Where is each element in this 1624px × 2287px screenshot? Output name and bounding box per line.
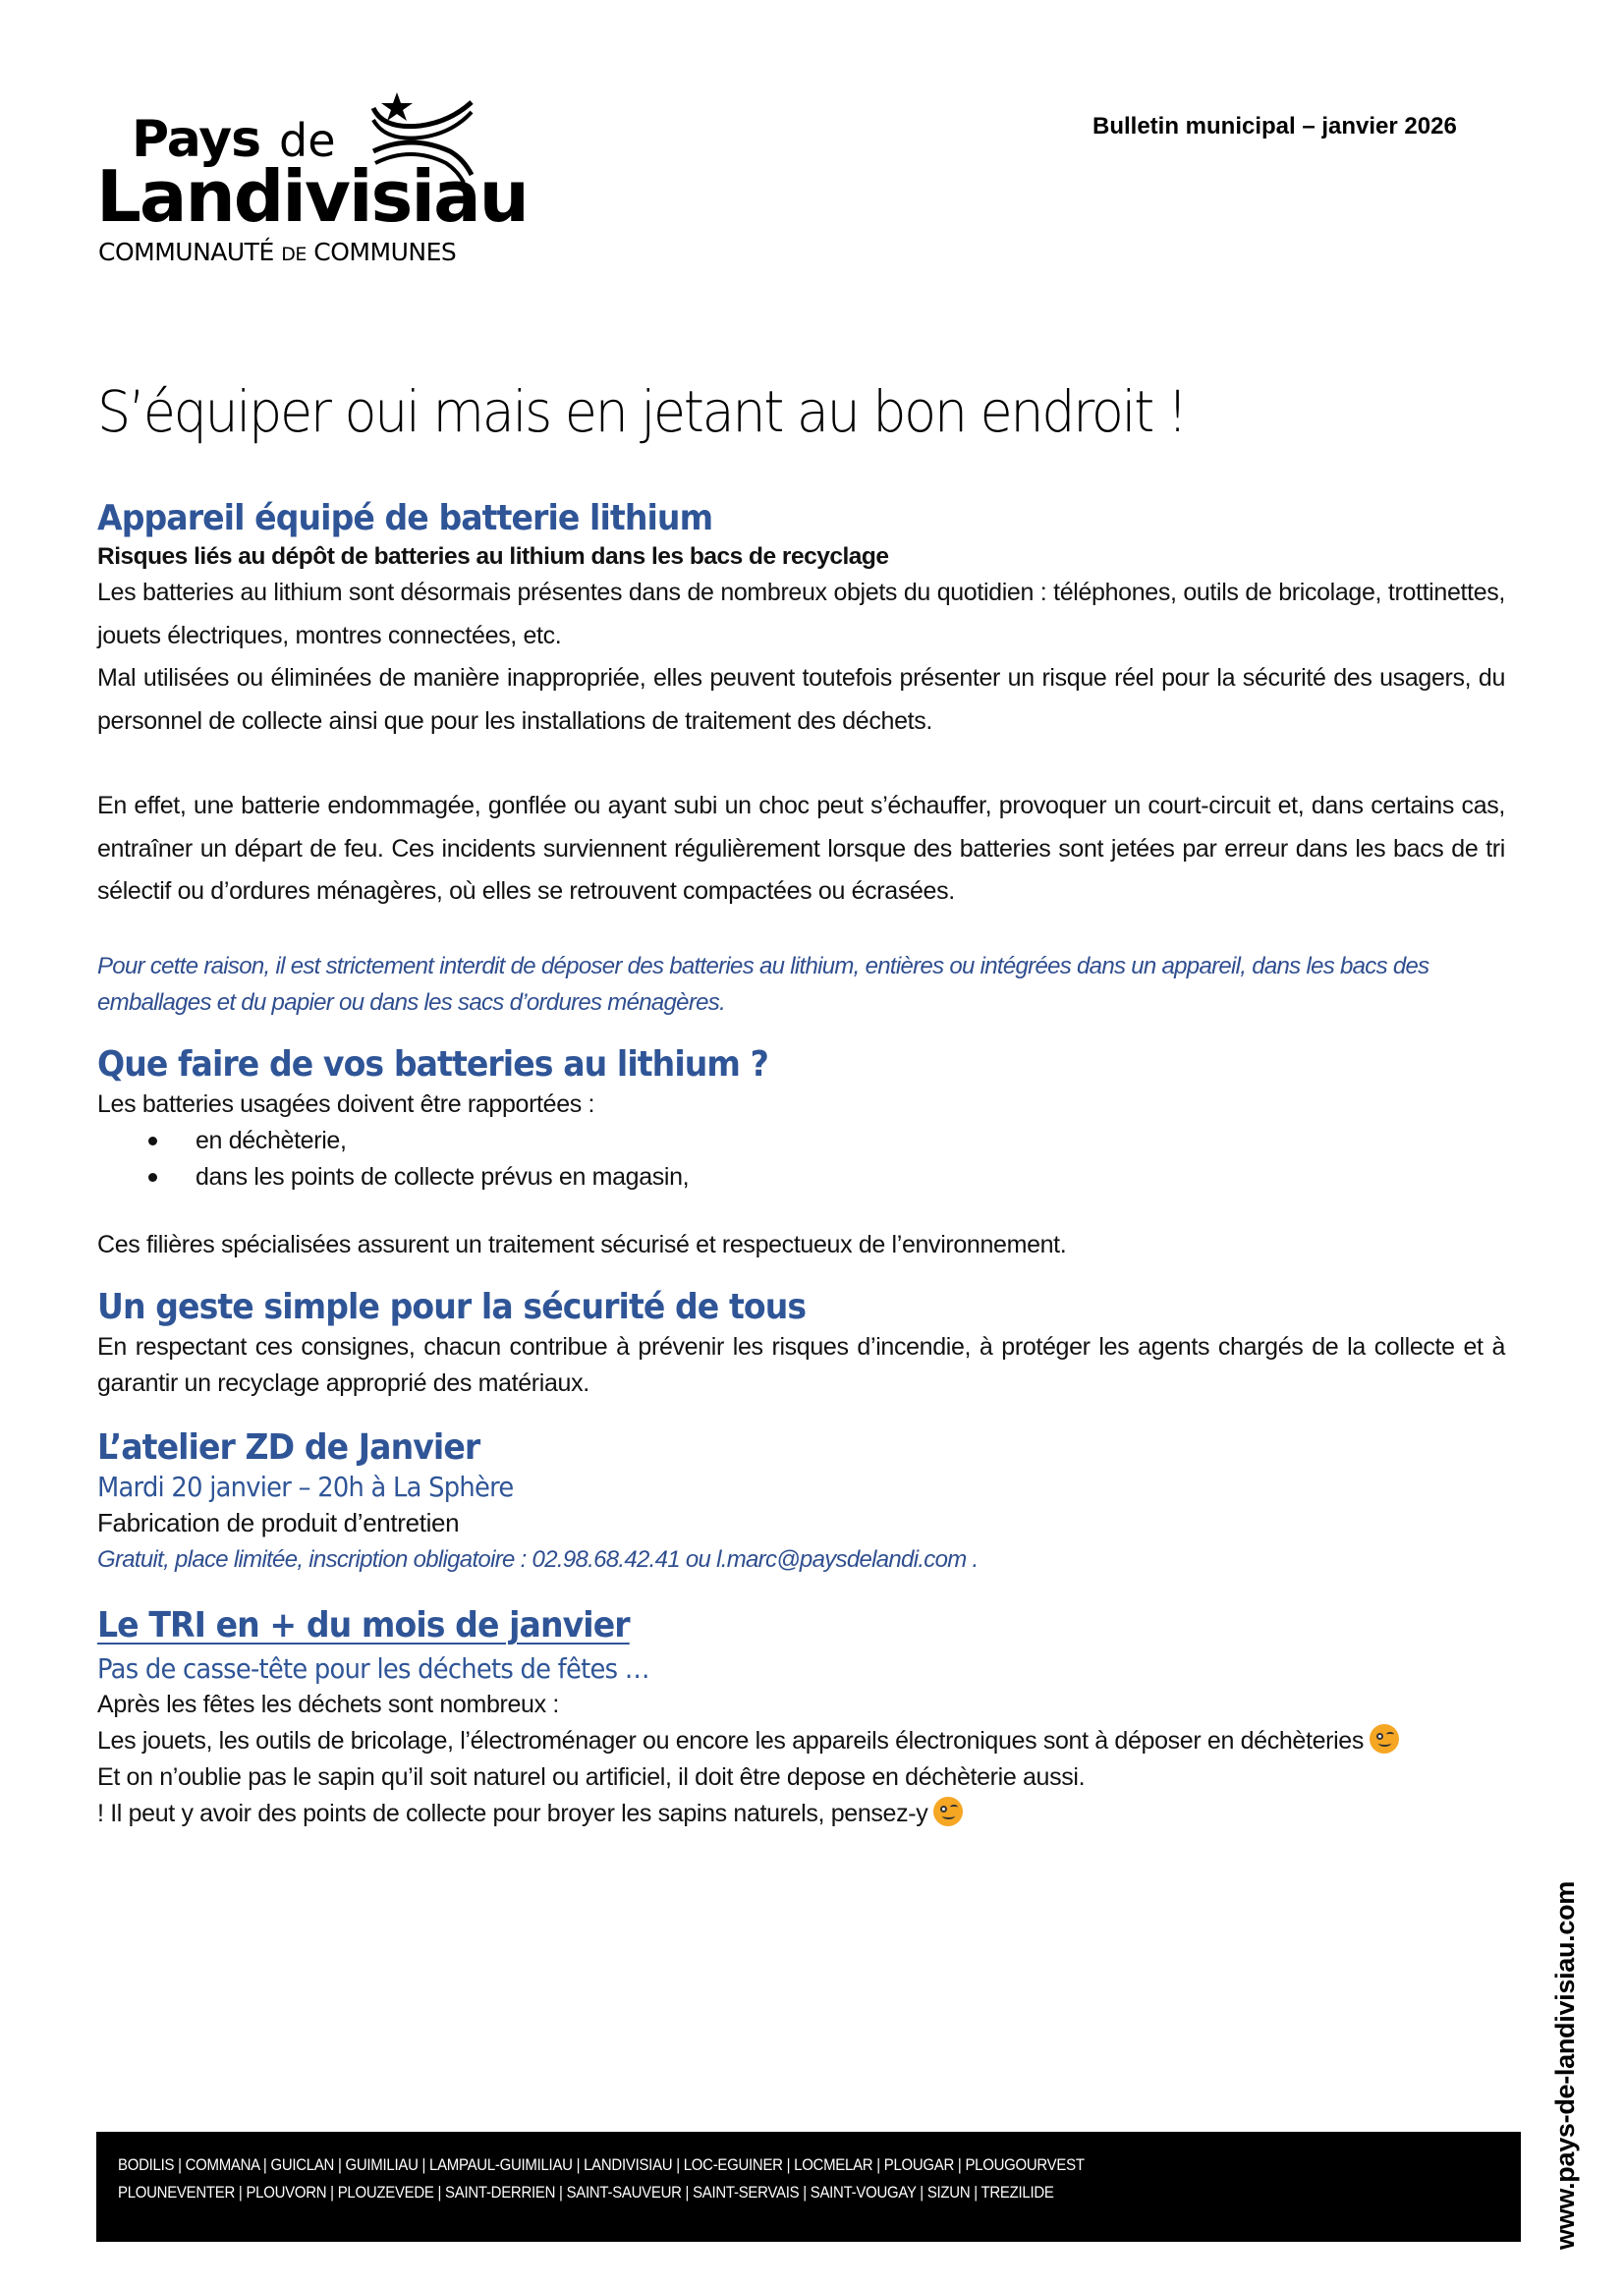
communes-line-1: BODILIS | COMMANA | GUICLAN | GUIMILIAU | LAMPAUL-GUIMILIAU | LANDIVISIAU | LOC-EGUINER | LOCMELAR | PLOUGAR | PLOUGOURVEST (118, 2155, 1085, 2174)
communes-line-2: PLOUNEVENTER | PLOUVORN | PLOUZEVEDE | SAINT-DERRIEN | SAINT-SAUVEUR | SAINT-SERVAIS | SAINT-VOUGAY | SIZUN | TREZILIDE (118, 2183, 1054, 2202)
collection-points-list (148, 1123, 1505, 1196)
section-heading-atelier-zd: L’atelier ZD de Janvier (97, 1426, 480, 1468)
paragraph-incidents: En effet, une batterie endommagée, gonflée ou ayant subi un choc peut s’échauffer, provoquer un court-circuit et, dans certains cas, entraîner un départ de feu. Ces incidents surviennent régulièrement lorsque des batteries sont jetées par erreur dans les bacs de tri sélectif ou d’ordures ménagères, où elles se retrouvent compactées ou écrasées. (97, 792, 1505, 905)
list-item: dans les points de collecte prévus en magasin, (148, 1159, 1505, 1196)
section-heading-geste-simple: Un geste simple pour la sécurité de tous (97, 1286, 807, 1327)
article-body (97, 378, 1505, 1832)
atelier-inscription: Gratuit, place limitée, inscription obligatoire : 02.98.68.42.41 ou l.marc@paysdelandi.com . (97, 1545, 979, 1573)
pays-de-landivisiau-logo (96, 90, 528, 272)
section-subheading-fetes: Pas de casse-tête pour les déchets de fêtes … (97, 1651, 649, 1685)
paragraph-batteries-presence: Les batteries au lithium sont désormais présentes dans de nombreux objets du quotidien : téléphones, outils de bricolage, trottinettes, jouets électriques, montres connectées, etc. (97, 579, 1505, 649)
paragraph-filieres: Ces filières spécialisées assurent un traitement sécurisé et respectueux de l’environnement. (97, 1230, 1067, 1258)
bullet-icon (148, 1173, 157, 1182)
bullet-icon (148, 1137, 157, 1145)
website-link[interactable]: www.pays-de-landivisiau.com (1550, 1880, 1580, 2250)
logo-star-waves-icon (362, 90, 479, 189)
section-heading-que-faire: Que faire de vos batteries au lithium ? (97, 1043, 768, 1085)
logo-landivisiau: Landivisiau (96, 155, 528, 238)
logo-pays: Pays (132, 110, 261, 169)
section-heading-tri-janvier: Le TRI en + du mois de janvier (97, 1604, 630, 1646)
winking-face-icon (1370, 1724, 1399, 1754)
paragraph-jouets-outils: Les jouets, les outils de bricolage, l’électroménager ou encore les appareils électroniques sont à déposer en déchèteries (97, 1723, 1505, 1759)
paragraph-risques: Mal utilisées ou éliminées de manière inappropriée, elles peuvent toutefois présenter un risque réel pour la sécurité des usagers, du personnel de collecte ainsi que pour les installations de traitement des déchets. (97, 664, 1505, 735)
atelier-activite: Fabrication de produit d’entretien (97, 1507, 460, 1537)
page-title: S’équiper oui mais en jetant au bon endroit ! (97, 378, 1187, 445)
winking-face-icon (933, 1797, 963, 1826)
warning-interdiction: Pour cette raison, il est strictement interdit de déposer des batteries au lithium, entières ou intégrées dans un appareil, dans les bacs des emballages et du papier ou dans les sacs d’ordures ménagères. (97, 952, 1429, 1016)
paragraph-consignes: En respectant ces consignes, chacun contribue à prévenir les risques d’incendie, à protéger les agents chargés de la collecte et à garantir un recyclage approprié des matériaux. (97, 1332, 1505, 1397)
atelier-date: Mardi 20 janvier – 20h à La Sphère (97, 1470, 514, 1503)
paragraph-rapport-intro: Les batteries usagées doivent être rapportées : (97, 1089, 595, 1118)
logo-communaute: COMMUNAUTÉ DE COMMUNES (98, 238, 457, 266)
section-heading-lithium: Appareil équipé de batterie lithium (97, 498, 713, 538)
paragraph-dechets-nombreux: Après les fêtes les déchets sont nombreux : (97, 1691, 559, 1719)
paragraph-sapin: Et on n’oublie pas le sapin qu’il soit naturel ou artificiel, il doit être depose en déchèterie aussi. (97, 1763, 1086, 1792)
logo-de: de (279, 114, 336, 167)
bulletin-date: Bulletin municipal – janvier 2026 (1092, 113, 1457, 139)
section-subheading-risques: Risques liés au dépôt de batteries au lithium dans les bacs de recyclage (97, 543, 889, 570)
paragraph-broyage: ! Il peut y avoir des points de collecte pour broyer les sapins naturels, pensez-y (97, 1796, 1505, 1832)
communes-footer (96, 2132, 1521, 2242)
list-item: en déchèterie, (148, 1123, 1505, 1159)
